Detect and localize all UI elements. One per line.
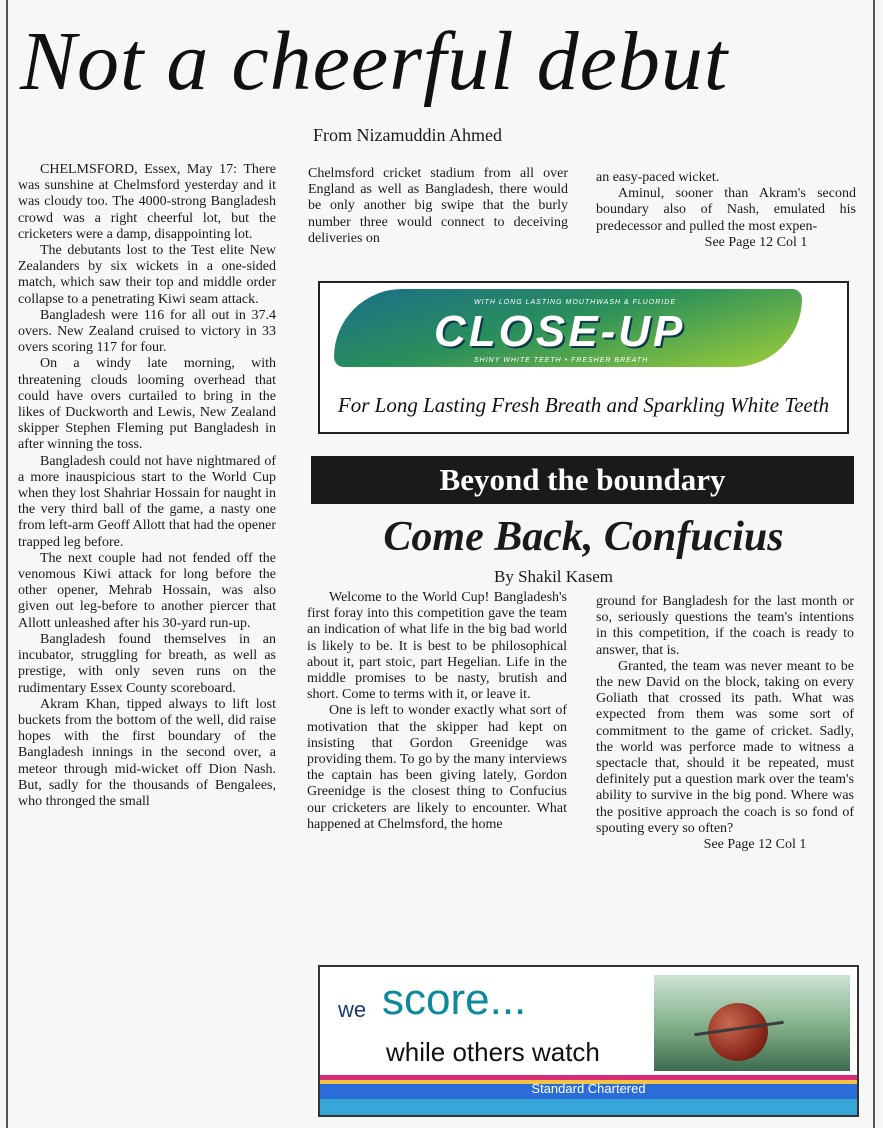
ad-while-text: while others watch: [386, 1037, 600, 1067]
continued-see-page: See Page 12 Col 1: [703, 837, 807, 853]
article1-paragraph: Bangladesh were 116 for all out in 37.4 overs. New Zealand cruised to victory in 33 overs scoring 117 for four.: [18, 307, 276, 356]
right-column-rule: [873, 0, 875, 1128]
column-banner: Beyond the boundary: [311, 456, 854, 504]
closeup-sub-line: SHINY WHITE TEETH • FRESHER BREATH: [474, 357, 649, 364]
article1-paragraph: Bangladesh could not have nightmared of a more inauspicious start to the World Cup when they lost Shahriar Hossain for naught in the very third ball of the game, a nasty one from left-arm Geoff Allott that had the opener trapped leg before.: [18, 453, 276, 550]
closeup-top-line: WITH LONG LASTING MOUTHWASH & FLUORIDE: [474, 299, 676, 306]
ad-we-text: we: [338, 997, 367, 1022]
article1-paragraph: The debutants lost to the Test elite New Zealanders by six wickets in a one-sided match, which saw their top and middle order collapse to a penetrating Kiwi seam attack.: [18, 243, 276, 307]
continued-see-page: See Page 12 Col 1: [704, 234, 808, 250]
article2-paragraph: ground for Bangladesh for the last month or so, seriously questions the team's intentions in this competition, if the coach is ready to answer, that is.: [596, 594, 854, 658]
article1-column2: [308, 166, 568, 266]
article1-paragraph: an easy-paced wicket.: [596, 170, 720, 185]
standard-chartered-logo: Standard Chartered: [531, 1081, 646, 1096]
article1-paragraph: The next couple had not fended off the venomous Kiwi attack for long before the other opener, Mehrab Hossain, was also given out leg-before to another piercer that Allott unleashed after his 30-yard run-up.: [18, 550, 276, 631]
standard-chartered-advertisement: [318, 965, 859, 1117]
left-column-rule: [6, 0, 8, 1128]
article1-column1: [18, 162, 276, 1112]
article1-paragraph: Aminul, sooner than Akram's second boundary also of Nash, emulated his predecessor and pulled the most expen-: [596, 186, 856, 234]
closeup-logo: CLOSE-UP: [434, 307, 686, 356]
article2-paragraph: Welcome to the World Cup! Bangladesh's first foray into this competition gave the team an indication of what life in the big bad world is likely to be. It is best to be philosophical about it, part stoic, part Hegelian. Life in the middle promises to be nasty, brutish and short. Come to terms with it, or leave it.: [307, 590, 567, 703]
closeup-advertisement: [318, 281, 849, 434]
main-headline: Not a cheerful debut: [20, 15, 729, 108]
article1-paragraph: Bangladesh found themselves in an incubator, struggling for breath, as well as prestige, with only seven runs on the rudimentary Essex County scoreboard.: [18, 631, 276, 696]
article1-paragraph: On a windy late morning, with threatening clouds looming overhead that could have overs curtailed to bring in the likes of Duckworth and Lewis, New Zealand skipper Stephen Fleming put Bangladesh in after winning the toss.: [18, 356, 276, 453]
closeup-logo-band: [334, 289, 802, 367]
ad-score-text: score...: [382, 975, 527, 1024]
article2-column1: [307, 590, 567, 950]
secondary-byline: By Shakil Kasem: [494, 567, 613, 586]
article2-paragraph: Granted, the team was never meant to be the new David on the block, taking on every Goliath that crossed its path. What was expected from them was some sort of commitment to the game of cricket. Sadly, the world was perforce made to witness a spectacle that, should it be repeated, must definitely put a question mark over the team's ability to survive in the big pond. Where was the positive approach the coach is so fond of spouting every so often?: [596, 658, 854, 836]
article1-paragraph: CHELMSFORD, Essex, May 17: There was sunshine at Chelmsford yesterday and it was cloudy too. The 4000-strong Bangladesh crowd was a right cheerful lot, but the cricketers were a damp, disappointing lot.: [18, 162, 276, 242]
article2-paragraph: One is left to wonder exactly what sort of motivation that the skipper had kept on insisting that Gordon Greenidge was providing them. To go by the many interviews the captain has been giving lately, Gordon Greenidge is the closest thing to Confucius our cricketers are likely to encounter. What happened at Chelmsford, the home: [307, 703, 567, 832]
article1-paragraph: Akram Khan, tipped always to lift lost buckets from the bottom of the well, did raise hopes with the first boundary of the Bangladesh innings in the second over, a meteor through mid-wicket off Dion Nash. But, sadly for the thousands of Bengalees, who thronged the small: [18, 696, 276, 809]
secondary-headline: Come Back, Confucius: [383, 514, 784, 560]
closeup-tagline: For Long Lasting Fresh Breath and Sparkling White Teeth: [337, 393, 830, 417]
article1-column3: [596, 170, 856, 270]
article1-paragraph: Chelmsford cricket stadium from all over England as well as Bangladesh, there would be only another big swipe that the burly number three would connect to deceiving deliveries on: [308, 166, 568, 246]
main-byline: From Nizamuddin Ahmed: [313, 125, 502, 145]
article2-column2: [596, 594, 854, 954]
